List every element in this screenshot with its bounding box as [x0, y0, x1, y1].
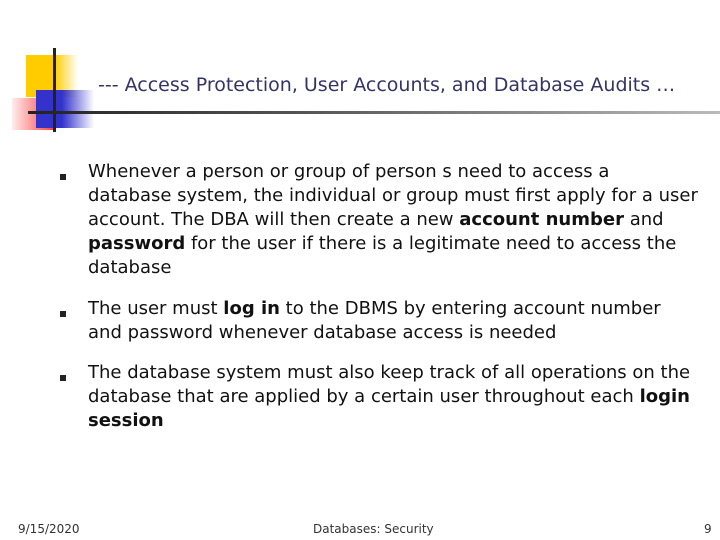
- text-segment: Whenever a person or group of person s need to access a database system, the individual or group must first apply for a user account. The DBA will then create a new: [88, 161, 698, 230]
- bullet-icon: [60, 174, 66, 180]
- slide-title: --- Access Protection, User Accounts, and Database Audits …: [98, 74, 676, 96]
- title-underline: [28, 111, 720, 114]
- bullet-text: [88, 160, 698, 280]
- bullet-icon: [60, 375, 66, 381]
- decor-blue-square: [36, 90, 94, 128]
- text-segment: and: [623, 209, 664, 230]
- text-segment: to the DBMS by entering account number and password whenever database access is needed: [88, 298, 661, 343]
- footer-date: 9/15/2020: [18, 522, 80, 536]
- bold-term: login session: [88, 386, 690, 431]
- bold-term: log in: [223, 298, 280, 319]
- decor-vertical-line: [53, 48, 56, 132]
- page-number: 9: [704, 522, 712, 536]
- bold-term: password: [88, 233, 186, 254]
- text-segment: The user must: [88, 298, 224, 319]
- text-segment: for the user if there is a legitimate need to access the database: [88, 233, 677, 278]
- text-segment: The database system must also keep track of all operations on the database that are applied by a certain user throughout each: [88, 362, 691, 407]
- bullet-text: [88, 361, 698, 433]
- bullet-icon: [60, 311, 66, 317]
- bullet-text: [88, 297, 698, 345]
- footer-title: Databases: Security: [313, 522, 434, 536]
- bold-term: account number: [459, 209, 624, 230]
